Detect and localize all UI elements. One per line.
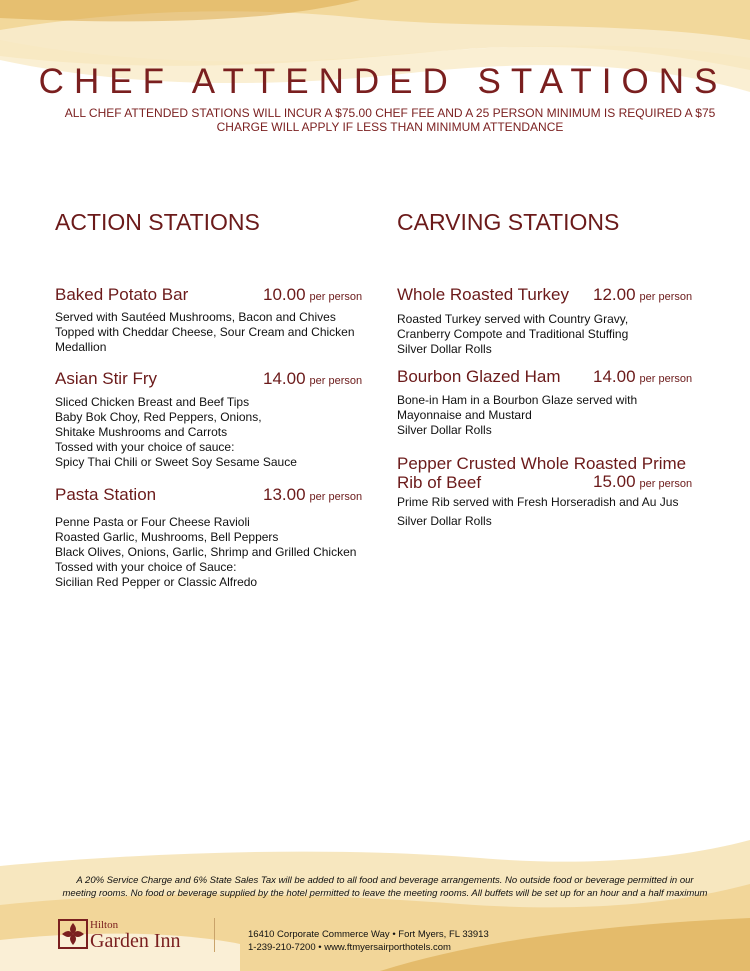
item-price: 10.00 [263,285,306,304]
item-description [397,393,717,438]
item-name: Whole Roasted Turkey [397,285,569,304]
price-unit: per person [639,291,693,303]
description-line: Silver Dollar Rolls [397,423,492,437]
description-line: Silver Dollar Rolls [397,514,492,528]
menu-item [397,285,717,357]
service-charge-notice [40,874,730,900]
footer-divider [214,918,215,952]
item-description [55,515,385,590]
item-description [55,310,375,355]
hotel-address: 16410 Corporate Commerce Way • Fort Myers, FL 33913 [248,929,489,940]
action-stations-heading: ACTION STATIONS [55,209,260,235]
item-description [397,495,717,529]
description-line: Tossed with your choice of sauce: [55,440,235,454]
description-line: Shitake Mushrooms and Carrots [55,425,228,439]
price-unit: per person [309,375,363,387]
menu-item [55,369,375,470]
description-line: Penne Pasta or Four Cheese Ravioli [55,515,250,529]
price-unit: per person [639,373,693,385]
description-line: Mayonnaise and Mustard [397,408,532,422]
description-line: Silver Dollar Rolls [397,342,492,356]
item-price-group [263,485,362,505]
item-description [55,395,375,470]
description-line: Prime Rib served with Fresh Horseradish and Au Jus [397,495,679,509]
item-name: Baked Potato Bar [55,285,189,304]
item-price: 13.00 [263,485,306,504]
menu-item [397,454,717,529]
description-line: Sliced Chicken Breast and Beef Tips [55,395,250,409]
item-price-group [593,285,692,305]
description-line: Cranberry Compote and Traditional Stuffing [397,327,629,341]
chef-fee-notice: ALL CHEF ATTENDED STATIONS WILL INCUR A $75.00 CHEF FEE AND A 25 PERSON MINIMUM IS REQUIRED A $75 CHARGE WILL APPLY IF LESS THAN MINIMUM ATTENDANCE [64,106,716,134]
item-price: 12.00 [593,285,636,304]
item-price: 14.00 [593,367,636,386]
item-description [397,312,717,357]
description-line: Roasted Turkey served with Country Gravy, [397,312,629,326]
hilton-garden-inn-logo-icon [58,919,88,949]
description-line: Topped with Cheddar Cheese, Sour Cream and Chicken [55,325,355,339]
page-title: CHEF ATTENDED STATIONS [38,62,728,101]
description-line: Spicy Thai Chili or Sweet Soy Sesame Sauce [55,455,297,469]
menu-item [55,485,385,590]
description-line: Black Olives, Onions, Garlic, Shrimp and Grilled Chicken [55,545,357,559]
notice-line: meeting rooms. No food or beverage supplied by the hotel permitted to leave the meeting rooms. All buffets will be set up for an hour and a half maximum [62,888,708,899]
item-price: 14.00 [263,369,306,388]
menu-item [55,285,375,355]
item-name: Asian Stir Fry [55,369,158,388]
description-line: Tossed with your choice of Sauce: [55,560,237,574]
item-price-group [593,367,692,387]
item-name: Pasta Station [55,485,157,504]
menu-item [397,367,717,438]
price-unit: per person [639,478,693,490]
description-line: Roasted Garlic, Mushrooms, Bell Peppers [55,530,279,544]
description-line: Bone-in Ham in a Bourbon Glaze served with [397,393,638,407]
notice-line: A 20% Service Charge and 6% State Sales Tax will be added to all food and beverage arrangements. No outside food or beverage permitted in our [76,875,694,886]
item-name-continued: Rib of Beef [397,473,482,492]
logo-brand: Hilton [90,919,119,931]
hotel-contact [248,928,489,954]
item-price-group [263,285,362,305]
item-price-group [593,472,692,492]
description-line: Sicilian Red Pepper or Classic Alfredo [55,575,258,589]
hotel-logo-text [90,920,181,951]
hotel-phone-website: 1-239-210-7200 • www.ftmyersairporthotels.com [248,942,451,953]
price-unit: per person [309,291,363,303]
item-price-group [263,369,362,389]
price-unit: per person [309,491,363,503]
item-name: Pepper Crusted Whole Roasted Prime [397,454,687,473]
description-line: Medallion [55,340,107,354]
carving-stations-heading: CARVING STATIONS [397,209,620,235]
logo-hotel-name: Garden Inn [90,930,181,952]
description-line: Served with Sautéed Mushrooms, Bacon and Chives [55,310,336,324]
item-price: 15.00 [593,472,636,491]
description-line: Baby Bok Choy, Red Peppers, Onions, [55,410,262,424]
item-name: Bourbon Glazed Ham [397,367,561,386]
